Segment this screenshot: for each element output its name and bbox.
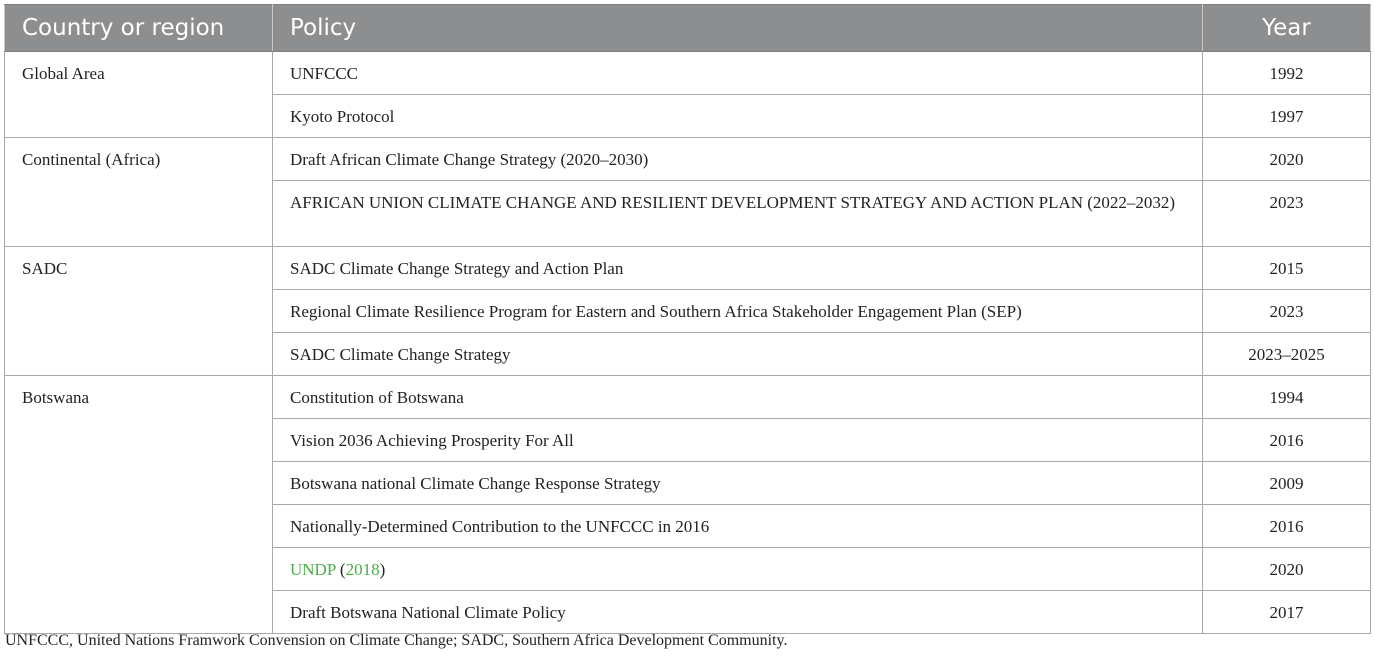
- table-footnote: UNFCCC, United Nations Framwork Convension on Climate Change; SADC, Southern Africa Development Community.: [5, 632, 788, 649]
- citation-year-link[interactable]: 2018: [345, 560, 380, 579]
- year-cell: 1994: [1203, 376, 1371, 419]
- policy-cell: SADC Climate Change Strategy and Action Plan: [273, 247, 1203, 290]
- policy-table-container: [4, 4, 1370, 634]
- policy-cell: Draft Botswana National Climate Policy: [273, 591, 1203, 634]
- header-year: Year: [1203, 5, 1371, 52]
- climate-policy-table: [4, 4, 1371, 634]
- policy-cell: Draft African Climate Change Strategy (2020–2030): [273, 138, 1203, 181]
- year-cell: 2017: [1203, 591, 1371, 634]
- policy-cell: Botswana national Climate Change Response Strategy: [273, 462, 1203, 505]
- year-cell: 2020: [1203, 548, 1371, 591]
- year-cell: 2015: [1203, 247, 1371, 290]
- policy-cell: Kyoto Protocol: [273, 95, 1203, 138]
- table-row: [5, 376, 1371, 419]
- region-cell: Botswana: [5, 376, 273, 634]
- policy-cell: [273, 548, 1203, 591]
- year-cell: 1992: [1203, 52, 1371, 95]
- region-cell: Global Area: [5, 52, 273, 138]
- table-row: [5, 138, 1371, 181]
- header-policy: Policy: [273, 5, 1203, 52]
- year-cell: 2023–2025: [1203, 333, 1371, 376]
- year-cell: 1997: [1203, 95, 1371, 138]
- undp-link[interactable]: UNDP: [290, 560, 336, 579]
- year-cell: 2023: [1203, 290, 1371, 333]
- policy-cell: AFRICAN UNION CLIMATE CHANGE AND RESILIENT DEVELOPMENT STRATEGY AND ACTION PLAN (2022–2032): [273, 181, 1203, 247]
- citation-close: ): [379, 560, 386, 579]
- table-header-row: [5, 5, 1371, 52]
- region-cell: SADC: [5, 247, 273, 376]
- policy-cell: Regional Climate Resilience Program for Eastern and Southern Africa Stakeholder Engagement Plan (SEP): [273, 290, 1203, 333]
- policy-cell: SADC Climate Change Strategy: [273, 333, 1203, 376]
- policy-cell: Constitution of Botswana: [273, 376, 1203, 419]
- header-country: Country or region: [5, 5, 273, 52]
- year-cell: 2009: [1203, 462, 1371, 505]
- year-cell: 2020: [1203, 138, 1371, 181]
- table-row: [5, 247, 1371, 290]
- year-cell: 2016: [1203, 505, 1371, 548]
- policy-cell: UNFCCC: [273, 52, 1203, 95]
- year-cell: 2023: [1203, 181, 1371, 247]
- table-row: [5, 52, 1371, 95]
- year-cell: 2016: [1203, 419, 1371, 462]
- policy-cell: Nationally-Determined Contribution to the UNFCCC in 2016: [273, 505, 1203, 548]
- region-cell: Continental (Africa): [5, 138, 273, 247]
- policy-cell: Vision 2036 Achieving Prosperity For All: [273, 419, 1203, 462]
- citation-open: (: [335, 560, 346, 579]
